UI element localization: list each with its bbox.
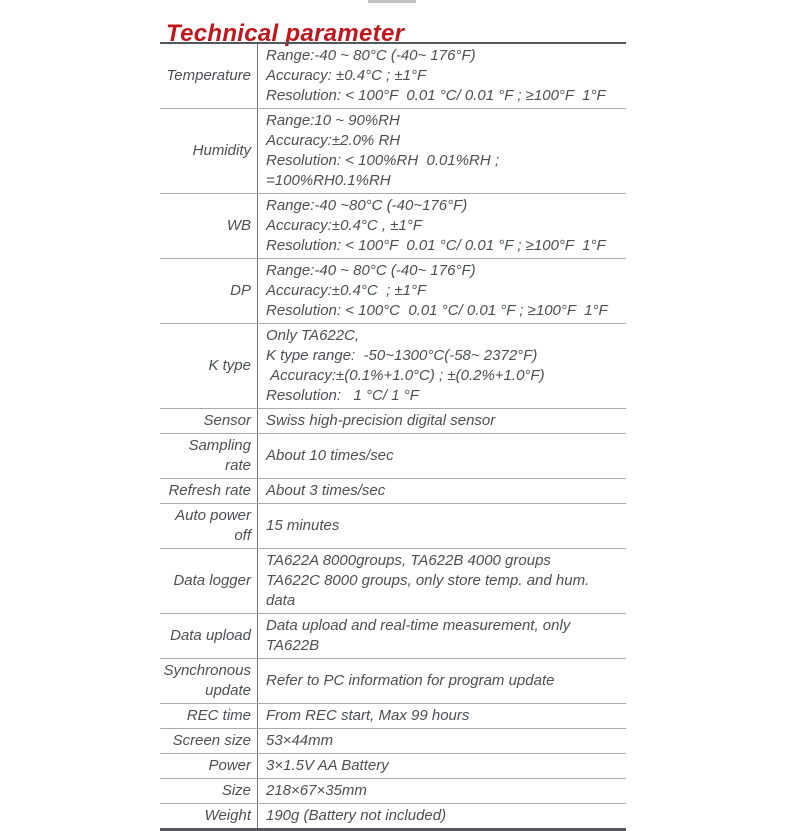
value-line: Range:-40 ~ 80°C (-40~ 176°F) (266, 262, 476, 279)
row-value (258, 614, 626, 658)
row-label: Power (160, 754, 258, 778)
value-line: 3×1.5V AA Battery (266, 757, 389, 774)
table-row (160, 614, 626, 659)
value-line: From REC start, Max 99 hours (266, 707, 470, 724)
table-row (160, 704, 626, 729)
table-row (160, 804, 626, 828)
value-line: Accuracy:±2.0% RH (266, 132, 401, 149)
value-line: Resolution: < 100°F 0.01 °C/ 0.01 °F ; ≥100°F 1°F (266, 87, 606, 104)
row-label: Synchronous update (160, 659, 258, 703)
row-label: WB (160, 194, 258, 258)
table-row (160, 754, 626, 779)
value-line: K type range: -50~1300°C(-58~ 2372°F) (266, 347, 538, 364)
table-row (160, 194, 626, 259)
value-line: Resolution: < 100°F 0.01 °C/ 0.01 °F ; ≥100°F 1°F (266, 237, 606, 254)
value-line: TA622A 8000groups, TA622B 4000 groups (266, 552, 551, 569)
row-value (258, 409, 626, 433)
value-line: Only TA622C, (266, 327, 360, 344)
spec-table (160, 42, 626, 831)
row-value (258, 259, 626, 323)
value-line: Accuracy:±0.4°C ; ±1°F (266, 282, 427, 299)
row-value (258, 434, 626, 478)
value-line: Accuracy:±(0.1%+1.0°C) ; ±(0.2%+1.0°F) (266, 367, 545, 384)
value-line: TA622B (266, 637, 320, 654)
page-title: Technical parameter (166, 20, 405, 48)
table-row (160, 434, 626, 479)
value-line: Resolution: 1 °C/ 1 °F (266, 387, 419, 404)
table-row (160, 504, 626, 549)
row-label: Screen size (160, 729, 258, 753)
row-label: Sampling rate (160, 434, 258, 478)
row-value (258, 779, 626, 803)
row-value (258, 729, 626, 753)
value-line: Range:10 ~ 90%RH (266, 112, 400, 129)
table-row (160, 659, 626, 704)
row-label: Data upload (160, 614, 258, 658)
value-line: Swiss high-precision digital sensor (266, 412, 496, 429)
row-label: Sensor (160, 409, 258, 433)
row-label: K type (160, 324, 258, 408)
value-line: Resolution: < 100%RH 0.01%RH ; =100%RH0.1%RH (266, 152, 504, 189)
value-line: 218×67×35mm (266, 782, 367, 799)
row-value (258, 194, 626, 258)
row-label: Size (160, 779, 258, 803)
table-row (160, 729, 626, 754)
cropped-image-remnant (368, 0, 416, 3)
row-value (258, 754, 626, 778)
value-line: About 10 times/sec (266, 447, 394, 464)
row-label: Weight (160, 804, 258, 828)
row-value (258, 659, 626, 703)
value-line: 15 minutes (266, 517, 340, 534)
value-line: Refer to PC information for program update (266, 672, 555, 689)
value-line: Accuracy:±0.4°C , ±1°F (266, 217, 423, 234)
value-line: About 3 times/sec (266, 482, 386, 499)
value-line: Data upload and real-time measurement, only (266, 617, 571, 634)
row-value (258, 324, 626, 408)
row-label: Auto power off (160, 504, 258, 548)
row-value (258, 804, 626, 828)
table-row (160, 44, 626, 109)
row-value (258, 109, 626, 193)
value-line: 53×44mm (266, 732, 334, 749)
table-row (160, 109, 626, 194)
value-line: TA622C 8000 groups, only store temp. and hum. (266, 572, 590, 589)
row-label: Refresh rate (160, 479, 258, 503)
table-row (160, 324, 626, 409)
value-line: Accuracy: ±0.4°C ; ±1°F (266, 67, 427, 84)
table-row (160, 779, 626, 804)
row-label: Temperature (160, 44, 258, 108)
table-row (160, 409, 626, 434)
row-label: Data logger (160, 549, 258, 613)
value-line: Range:-40 ~ 80°C (-40~ 176°F) (266, 47, 476, 64)
value-line: Resolution: < 100°C 0.01 °C/ 0.01 °F ; ≥100°F 1°F (266, 302, 608, 319)
row-label: DP (160, 259, 258, 323)
table-row (160, 479, 626, 504)
value-line: Range:-40 ~80°C (-40~176°F) (266, 197, 468, 214)
row-value (258, 504, 626, 548)
row-value (258, 549, 626, 613)
row-value (258, 704, 626, 728)
row-value (258, 44, 626, 108)
row-label: Humidity (160, 109, 258, 193)
value-line: data (266, 592, 296, 609)
row-label: REC time (160, 704, 258, 728)
value-line: 190g (Battery not included) (266, 807, 447, 824)
table-row (160, 259, 626, 324)
row-value (258, 479, 626, 503)
table-row (160, 549, 626, 614)
